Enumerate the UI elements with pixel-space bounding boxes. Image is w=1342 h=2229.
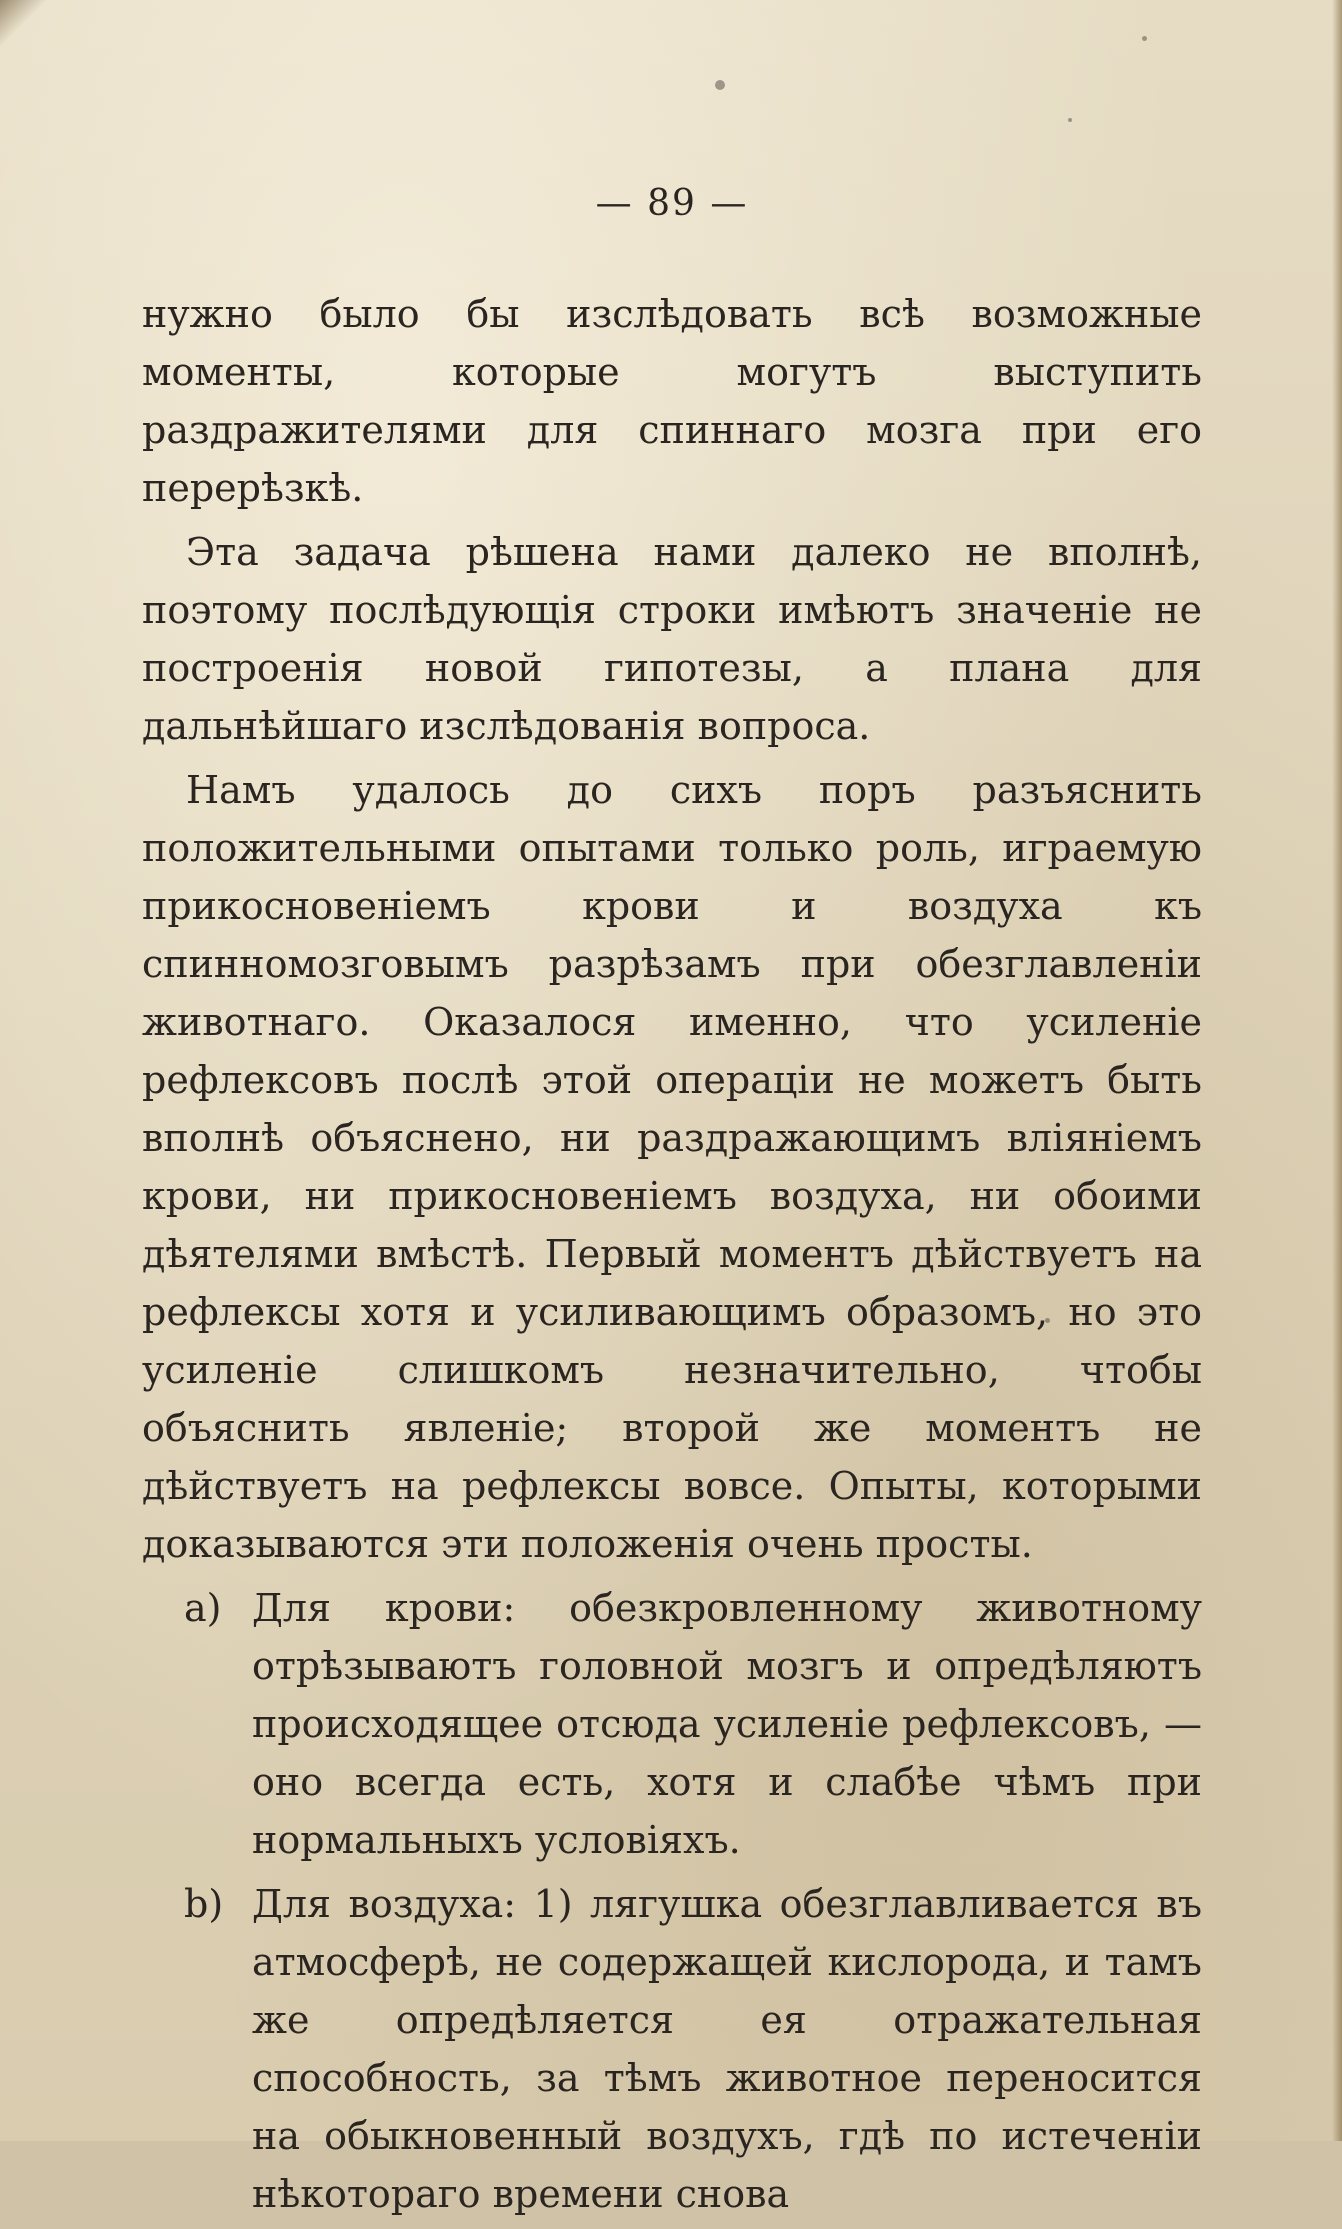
list-item-text: Для воздуха: 1) лягушка обезглавливается въ атмосферѣ, не содержащей кислорода, и тамъ же опредѣляется ея отражательная способность, за тѣмъ животное переносится на обыкновенный воздухъ, гдѣ по истеченіи нѣкотораго времени снова <box>252 1882 1202 2216</box>
page-text <box>142 175 1202 2229</box>
page-corner-shadow <box>0 0 60 60</box>
list-marker: a) <box>184 1586 222 1630</box>
paragraph-3: Намъ удалось до сихъ поръ разъяснить положительными опытами только роль, играемую прикосновеніемъ крови и воздуха къ спинномозговымъ разрѣзамъ при обезглавленіи животнаго. Оказалося именно, что усиленіе рефлексовъ послѣ этой операціи не можетъ быть вполнѣ объяснено, ни раздражающимъ вліяніемъ крови, ни прикосновеніемъ воздуха, ни обоими дѣятелями вмѣстѣ. Первый моментъ дѣйствуетъ на рефлексы хотя и усиливающимъ образомъ, но это усиленіе слишкомъ незначительно, чтобы объяснить явленіе; второй же моментъ не дѣйствуетъ на рефлексы вовсе. Опыты, которыми доказываются эти положенія очень просты. <box>142 768 1202 1566</box>
list-item-text: Для крови: обезкровленному животному отрѣзываютъ головной мозгъ и опредѣляютъ происходящее отсюда усиленіе рефлексовъ, — оно всегда есть, хотя и слабѣе чѣмъ при нормальныхъ условіяхъ. <box>252 1586 1202 1862</box>
paragraph-1: нужно было бы изслѣдовать всѣ возможные моменты, которые могутъ выступить раздражителями для спиннаго мозга при его перерѣзкѣ. <box>142 292 1202 510</box>
page-edge-shadow <box>1332 0 1342 2141</box>
paper-speck <box>715 80 725 90</box>
list-marker: b) <box>184 1882 224 1926</box>
paper-speck <box>1068 118 1072 122</box>
paragraph-2: Эта задача рѣшена нами далеко не вполнѣ, поэтому послѣдующія строки имѣютъ значеніе не построенія новой гипотезы, а плана для дальнѣйшаго изслѣдованія вопроса. <box>142 530 1202 748</box>
list-item-a <box>142 1579 1202 1869</box>
list-item-b <box>142 1875 1202 2223</box>
paper-speck <box>1142 36 1147 41</box>
page-number: — 89 — <box>595 183 749 224</box>
